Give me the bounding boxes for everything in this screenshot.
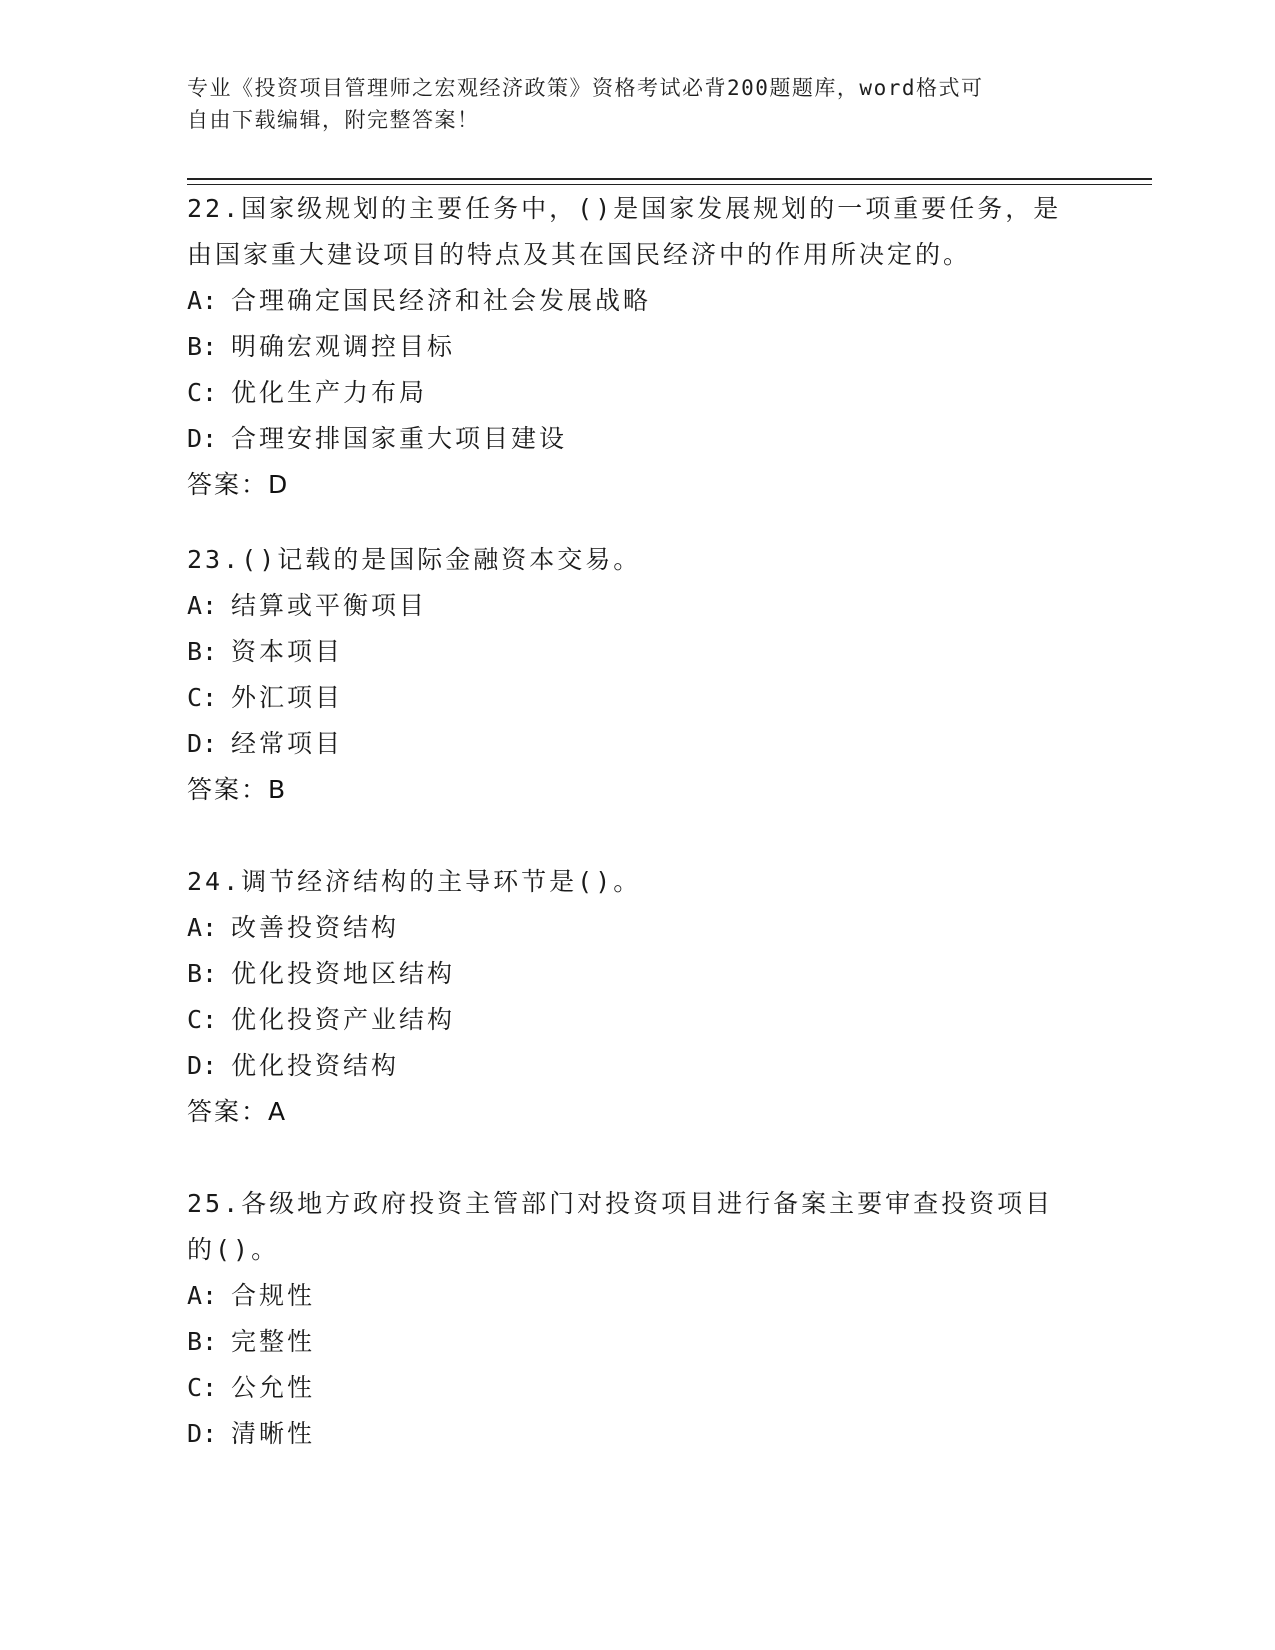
- option-a: [187, 583, 1087, 629]
- answer-line: 答案：A: [187, 1097, 288, 1126]
- header-line-2: 自由下载编辑，附完整答案！: [187, 108, 480, 132]
- option-c: [187, 997, 1087, 1043]
- answer-line: 答案：B: [187, 775, 288, 804]
- question-23: [187, 537, 1087, 813]
- option-key: A:: [187, 286, 218, 315]
- header-divider-thick: [187, 178, 1152, 180]
- option-text: 明确宏观调控目标: [231, 332, 456, 361]
- option-key: C:: [187, 1005, 218, 1034]
- option-a: [187, 1273, 1087, 1319]
- option-c: [187, 675, 1087, 721]
- question-stem-line: 23.()记载的是国际金融资本交易。: [187, 545, 642, 574]
- option-text: 改善投资结构: [231, 913, 400, 942]
- option-d: [187, 1043, 1087, 1089]
- header-divider-thin: [187, 184, 1152, 185]
- option-d: [187, 721, 1087, 767]
- option-text: 合规性: [231, 1281, 316, 1310]
- option-text: 清晰性: [231, 1419, 316, 1448]
- question-22: [187, 186, 1087, 508]
- question-stem-line: 由国家重大建设项目的特点及其在国民经济中的作用所决定的。: [187, 240, 972, 269]
- option-b: [187, 324, 1087, 370]
- option-text: 经常项目: [231, 729, 344, 758]
- option-key: B:: [187, 637, 218, 666]
- question-25: [187, 1181, 1087, 1457]
- option-key: D:: [187, 424, 218, 453]
- option-key: B:: [187, 959, 218, 988]
- option-c: [187, 1365, 1087, 1411]
- option-key: C:: [187, 683, 218, 712]
- option-a: [187, 278, 1087, 324]
- option-key: D:: [187, 1051, 218, 1080]
- option-key: A:: [187, 1281, 218, 1310]
- option-text: 优化投资结构: [231, 1051, 400, 1080]
- option-key: C:: [187, 378, 218, 407]
- option-text: 资本项目: [231, 637, 344, 666]
- document-header: [187, 72, 1067, 136]
- option-text: 合理确定国民经济和社会发展战略: [231, 286, 652, 315]
- option-c: [187, 370, 1087, 416]
- option-b: [187, 1319, 1087, 1365]
- option-text: 优化投资产业结构: [231, 1005, 456, 1034]
- answer-line: 答案：D: [187, 470, 290, 499]
- option-text: 结算或平衡项目: [231, 591, 428, 620]
- option-text: 优化投资地区结构: [231, 959, 456, 988]
- option-key: D:: [187, 729, 218, 758]
- question-24: [187, 859, 1087, 1135]
- option-key: A:: [187, 913, 218, 942]
- option-b: [187, 951, 1087, 997]
- option-key: B:: [187, 332, 218, 361]
- option-a: [187, 905, 1087, 951]
- option-d: [187, 416, 1087, 462]
- option-text: 合理安排国家重大项目建设: [231, 424, 568, 453]
- header-line-1: 专业《投资项目管理师之宏观经济政策》资格考试必背200题题库，word格式可: [187, 76, 984, 100]
- option-text: 完整性: [231, 1327, 316, 1356]
- option-text: 外汇项目: [231, 683, 344, 712]
- option-text: 公允性: [231, 1373, 316, 1402]
- question-stem-line: 的()。: [187, 1235, 280, 1264]
- question-stem-line: 22.国家级规划的主要任务中，()是国家发展规划的一项重要任务，是: [187, 194, 1062, 223]
- option-key: D:: [187, 1419, 218, 1448]
- option-key: A:: [187, 591, 218, 620]
- question-stem-line: 25.各级地方政府投资主管部门对投资项目进行备案主要审查投资项目: [187, 1189, 1054, 1218]
- option-text: 优化生产力布局: [231, 378, 428, 407]
- option-key: B:: [187, 1327, 218, 1356]
- option-d: [187, 1411, 1087, 1457]
- option-b: [187, 629, 1087, 675]
- question-stem-line: 24.调节经济结构的主导环节是()。: [187, 867, 642, 896]
- option-key: C:: [187, 1373, 218, 1402]
